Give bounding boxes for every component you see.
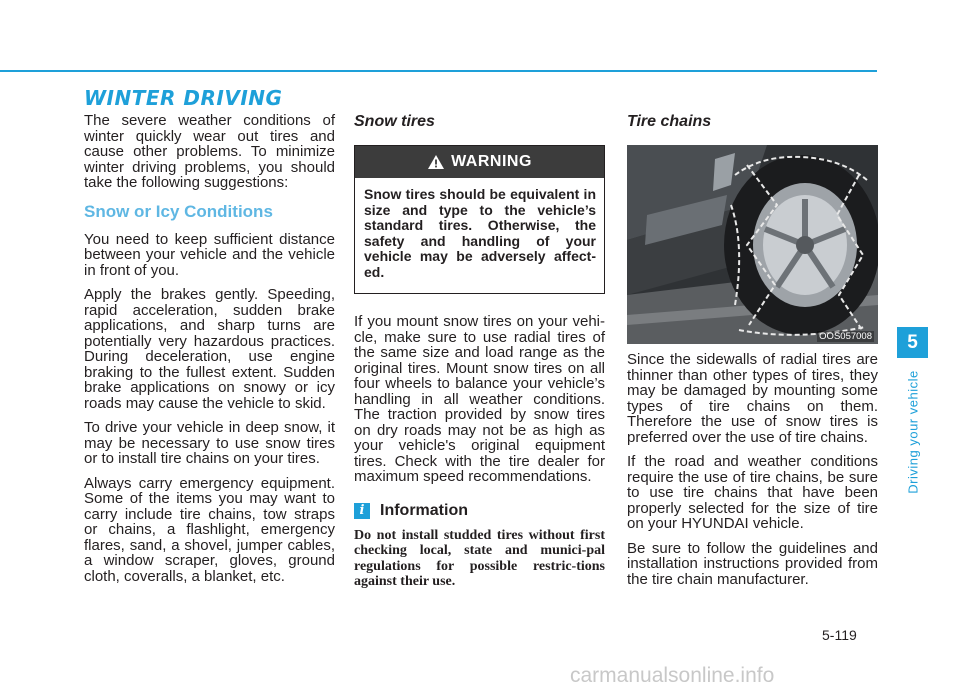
photo-code: OOS057008 [819, 331, 872, 342]
paragraph-emergency: Always carry emergency equipment. Some of the items you may want to carry include tire chains, tow straps or chains, a flashlight, emergency flares, sand, a shovel, jumper cables, a window scraper, gloves, ground cloth, coveralls, a blanket, etc. [84, 474, 335, 585]
snow-icy-heading: Snow or Icy Conditions [84, 201, 273, 221]
column-2 [354, 113, 605, 590]
chapter-label: Driving your vehicle [905, 370, 921, 494]
information-icon: i [354, 503, 370, 519]
top-rule [0, 70, 877, 72]
warning-text: Snow tires should be equivalent in size and type to the vehicle’s standard tires. Otherwise, the safety and handling of your vehicle may be adversely affect-ed. [364, 186, 596, 280]
tire-chains-paragraph-3: Be sure to follow the guidelines and installation instructions provided from the tire chain manufacturer. [627, 539, 878, 588]
intro-paragraph: The severe weather conditions of winter quickly wear out tires and cause other problems. To minimize winter driving problems, you should take the following suggestions: [84, 112, 335, 191]
snow-tires-paragraph: If you mount snow tires on your vehi-cle, make sure to use radial tires of the same size and load range as the original tires. Mount snow tires on all four wheels to balance your vehicle’s handling in all weather conditions. The traction provided by snow tires on dry roads may not be as high as your vehicle's original equipment tires. Check with the tire dealer for maximum speed recommendations. [354, 313, 605, 485]
chapter-tab: 5 [897, 327, 928, 358]
warning-label: WARNING [451, 153, 532, 170]
tire-chain-photo [627, 145, 878, 344]
snow-tires-heading: Snow tires [354, 113, 435, 130]
tire-chains-heading: Tire chains [627, 113, 712, 130]
warning-header [355, 146, 604, 178]
tire-chains-paragraph-2: If the road and weather conditions require the use of tire chains, be sure to use tire chains that have been properly selected for the size of tire on your HYUNDAI vehicle. [627, 453, 878, 532]
information-header [354, 502, 605, 520]
information-label: Information [380, 501, 468, 519]
section-title: WINTER DRIVING [84, 86, 283, 110]
paragraph-distance: You need to keep sufficient distance between your vehicle and the vehicle in front of you. [84, 230, 335, 279]
paragraph-deep-snow: To drive your vehicle in deep snow, it may be necessary to use snow tires or to install tire chains on your tires. [84, 419, 335, 467]
page-number: 5-119 [822, 627, 857, 643]
warning-triangle-icon [427, 154, 445, 170]
watermark: carmanualsonline.info [570, 664, 775, 687]
paragraph-brakes: Apply the brakes gently. Speeding, rapid acceleration, sudden brake applications, and sharp turns are potentially very hazardous practices. During deceleration, use engine braking to the fullest extent. Sudden brake applications on snowy or icy roads may cause the vehicle to skid. [84, 286, 335, 412]
warning-box [354, 145, 605, 294]
column-3 [627, 113, 878, 596]
tire-chains-paragraph-1: Since the sidewalls of radial tires are thinner than other types of tires, they may be damaged by mounting some types of tire chains on them. Therefore the use of snow tires is preferred over the use of tire chains. [627, 351, 878, 446]
column-1 [84, 113, 335, 593]
information-text: Do not install studded tires without first checking local, state and munici-pal regulations for possible restric-tions against their use. [354, 527, 605, 589]
